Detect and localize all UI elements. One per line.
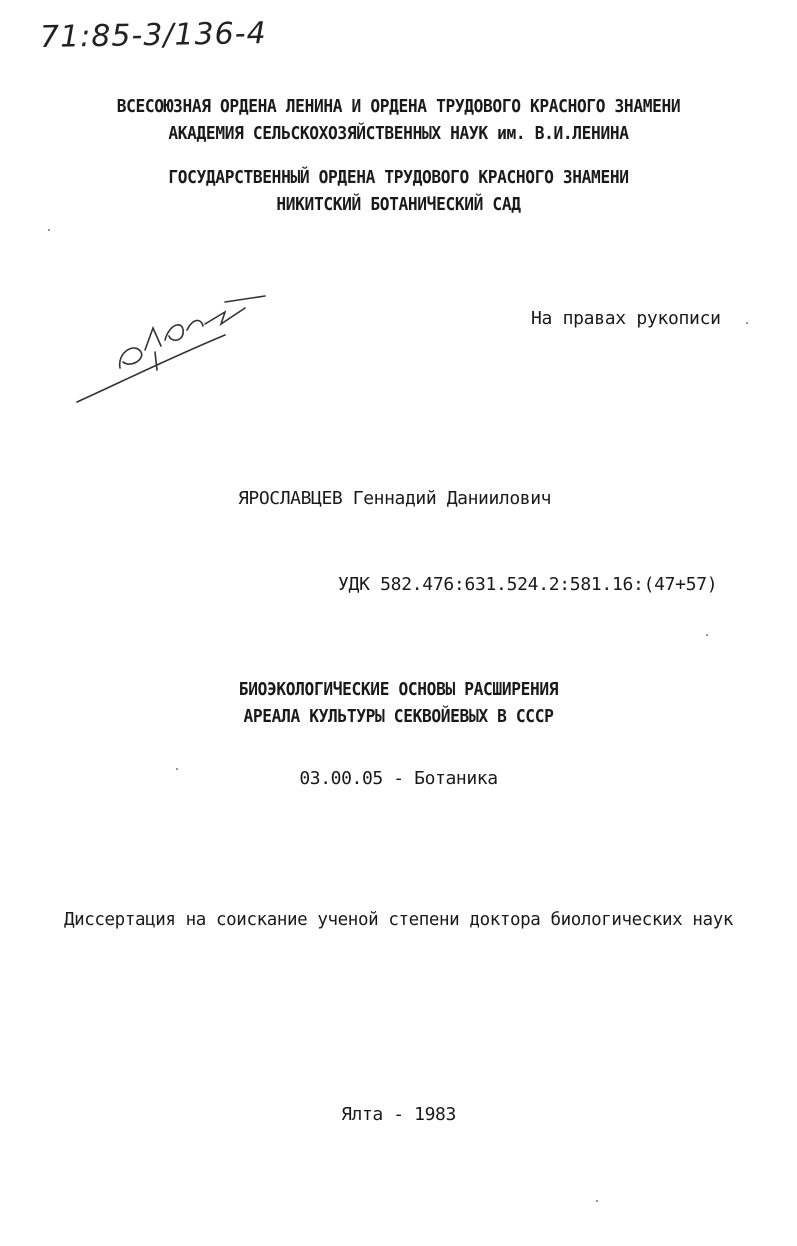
scan-speck xyxy=(706,634,708,636)
place-and-year: Ялта - 1983 xyxy=(341,1104,456,1125)
archive-handwritten-note: 71:85-3/136-4 xyxy=(39,16,267,55)
degree-statement: Диссертация на соискание ученой степени доктора биологических наук xyxy=(64,910,733,930)
scan-speck xyxy=(596,1200,598,1202)
institution-line-3: ГОСУДАРСТВЕННЫЙ ОРДЕНА ТРУДОВОГО КРАСНОГО ЗНАМЕНИ xyxy=(168,167,629,188)
udk-code: УДК 582.476:631.524.2:581.16:(47+57) xyxy=(338,574,718,595)
specialty-code: 03.00.05 - Ботаника xyxy=(299,768,498,789)
institution-line-2: АКАДЕМИЯ СЕЛЬСКОХОЗЯЙСТВЕННЫХ НАУК им. В.И.ЛЕНИНА xyxy=(168,123,629,144)
handwritten-signature xyxy=(75,290,275,405)
title-line-2: АРЕАЛА КУЛЬТУРЫ СЕКВОЙЕВЫХ В СССР xyxy=(243,706,554,727)
institution-line-1: ВСЕСОЮЗНАЯ ОРДЕНА ЛЕНИНА И ОРДЕНА ТРУДОВОГО КРАСНОГО ЗНАМЕНИ xyxy=(116,96,681,117)
author-name: ЯРОСЛАВЦЕВ Геннадий Даниилович xyxy=(238,488,552,509)
manuscript-rights-note: На правах рукописи xyxy=(531,308,721,329)
institution-line-4: НИКИТСКИЙ БОТАНИЧЕСКИЙ САД xyxy=(276,194,521,215)
scan-speck xyxy=(176,768,178,770)
scan-speck xyxy=(48,229,50,231)
scan-speck xyxy=(746,322,748,324)
title-line-1: БИОЭКОЛОГИЧЕСКИЕ ОСНОВЫ РАСШИРЕНИЯ xyxy=(238,679,559,700)
